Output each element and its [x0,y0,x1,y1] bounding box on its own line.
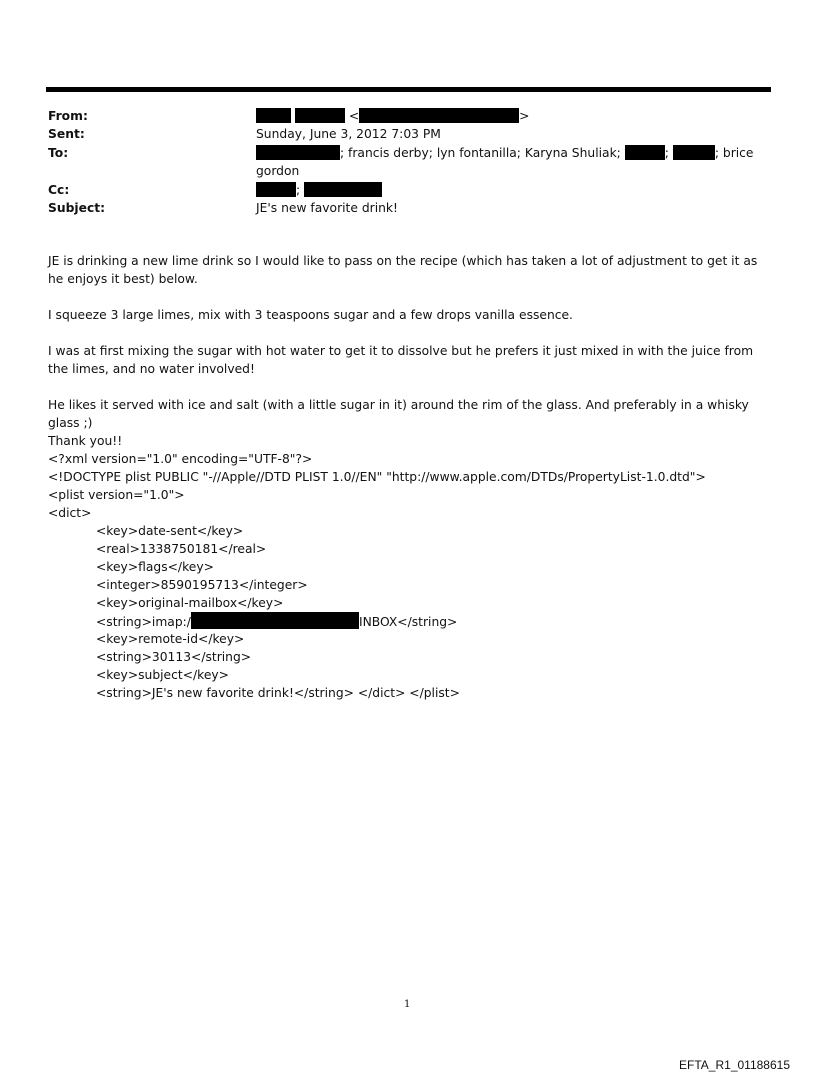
dict-open: <dict> [48,506,92,520]
redaction-block [673,145,715,160]
document-id-footer: EFTA_R1_01188615 [679,1058,790,1072]
subject-value: JE's new favorite drink! [256,201,398,215]
cc-label: Cc: [48,183,70,197]
subject-label: Subject: [48,201,106,215]
header-rule [46,87,771,92]
redaction-block [191,612,359,629]
body-paragraph-3: I was at first mixing the sugar with hot water to get it to dissolve but he prefers it just mixed in with the juice from the limes, and no water involved! [48,344,754,376]
key-original-mailbox: <key>original-mailbox</key> [96,596,284,610]
to-recipients: ; francis derby; lyn fontanilla; Karyna Shuliak; [340,146,621,160]
from-gt: > [519,109,530,123]
xml-declaration: <?xml version="1.0" encoding="UTF-8"?> [48,452,313,466]
to-sep: ; [664,146,669,160]
to-label: To: [48,146,69,160]
body-paragraph-4: He likes it served with ice and salt (with a little sugar in it) around the rim of the glass. And preferably in a whisky glass ;) [48,398,749,430]
subject-string: <string>JE's new favorite drink!</string> </dict> </plist> [96,686,460,700]
thank-you-line: Thank you!! [48,434,123,448]
page-number: 1 [404,999,411,1010]
imap-suffix: INBOX</string> [358,615,458,629]
remote-id-value: <string>30113</string> [96,650,252,664]
doctype-line: <!DOCTYPE plist PUBLIC "-//Apple//DTD PLIST 1.0//EN" "http://www.apple.com/DTDs/PropertyList-1.0.dtd"> [48,470,706,484]
sent-label: Sent: [48,127,85,141]
key-subject: <key>subject</key> [96,668,229,682]
redaction-block [256,182,296,197]
redaction-block [625,145,665,160]
redaction-block [295,108,345,123]
from-lt: < [348,109,360,123]
to-recipients-wrap: gordon [256,164,300,178]
key-date-sent: <key>date-sent</key> [96,524,244,538]
from-value [256,107,756,125]
integer-value: <integer>8590195713</integer> [96,578,308,592]
cc-value [256,181,756,199]
sent-value: Sunday, June 3, 2012 7:03 PM [256,127,441,141]
redaction-block [304,182,382,197]
cc-sep: ; [296,183,301,197]
real-value: <real>1338750181</real> [96,542,267,556]
imap-prefix: <string>imap:/ [96,615,191,629]
plist-block [48,432,773,702]
redaction-block [256,145,340,160]
key-remote-id: <key>remote-id</key> [96,632,245,646]
body-paragraph-1: JE is drinking a new lime drink so I would like to pass on the recipe (which has taken a lot of adjustment to get it as he enjoys it best) below. [48,254,758,286]
from-label: From: [48,109,88,123]
imap-string [48,612,773,630]
to-recipients-tail: ; brice [714,146,754,160]
redaction-block [256,108,291,123]
to-value [256,144,756,180]
plist-open: <plist version="1.0"> [48,488,185,502]
body-paragraph-2: I squeeze 3 large limes, mix with 3 teaspoons sugar and a few drops vanilla essence. [48,308,573,322]
redaction-block [359,108,519,123]
key-flags: <key>flags</key> [96,560,214,574]
